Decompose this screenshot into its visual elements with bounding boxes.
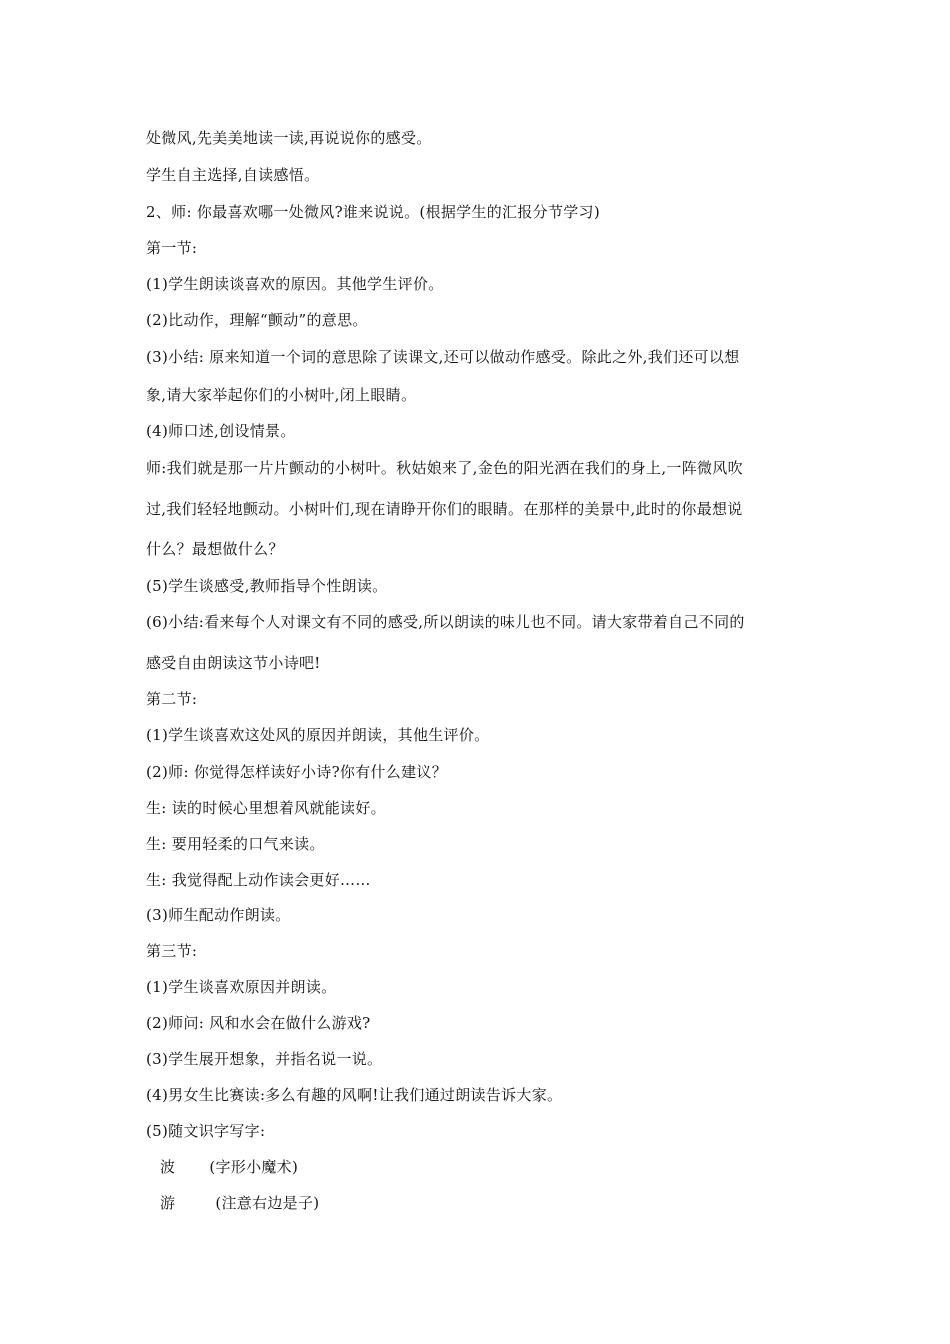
char-item xyxy=(160,1157,830,1177)
text-line: (3)学生展开想象，并指名说一说。 xyxy=(146,1050,383,1068)
text-line: (1)学生谈喜欢这处风的原因并朗读，其他生评价。 xyxy=(146,726,490,744)
text-line: 过,我们轻轻地颤动。小树叶们,现在请睁开你们的眼睛。在那样的美景中,此时的你最想说 xyxy=(146,500,743,518)
text-line: 生: 要用轻柔的口气来读。 xyxy=(146,835,325,853)
text-line: (2)师问: 风和水会在做什么游戏? xyxy=(146,1014,371,1032)
text-line: 象,请大家举起你们的小树叶,闭上眼睛。 xyxy=(146,386,417,404)
text-line: (5)随文识字写字: xyxy=(146,1122,266,1140)
char-text: 波 xyxy=(160,1158,176,1176)
section-heading: 第二节: xyxy=(146,690,198,708)
text-line: 处微风,先美美地读一读,再说说你的感受。 xyxy=(146,129,432,147)
text-line: 学生自主选择,自读感悟。 xyxy=(146,166,320,184)
text-line: (5)学生谈感受,教师指导个性朗读。 xyxy=(146,577,388,595)
text-line: (6)小结:看来每个人对课文有不同的感受,所以朗读的味儿也不同。请大家带着自己不同的 xyxy=(146,613,745,631)
text-line: (3)师生配动作朗读。 xyxy=(146,906,291,924)
text-line: (4)男女生比赛读:多么有趣的风啊!让我们通过朗读告诉大家。 xyxy=(146,1086,563,1104)
text-line: (1)学生朗读谈喜欢的原因。其他学生评价。 xyxy=(146,275,444,293)
text-line: 2、师: 你最喜欢哪一处微风?谁来说说。(根据学生的汇报分节学习) xyxy=(146,203,601,221)
text-line: (2)师: 你觉得怎样读好小诗?你有什么建议？ xyxy=(146,763,448,781)
section-heading: 第三节: xyxy=(146,942,198,960)
text-line: 感受自由朗读这节小诗吧! xyxy=(146,654,321,672)
char-item xyxy=(160,1193,830,1213)
text-line: 师:我们就是那一片片颤动的小树叶。秋姑娘来了,金色的阳光洒在我们的身上,一阵微风吹 xyxy=(146,459,743,477)
section-heading: 第一节: xyxy=(146,239,198,257)
text-line: (1)学生谈喜欢原因并朗读。 xyxy=(146,978,337,996)
text-line: 生: 我觉得配上动作读会更好…… xyxy=(146,871,371,889)
text-line: (2)比动作，理解“颤动”的意思。 xyxy=(146,311,368,329)
text-line: 生: 读的时候心里想着风就能读好。 xyxy=(146,799,386,817)
char-note: (注意右边是子) xyxy=(215,1194,320,1212)
text-line: 什么？最想做什么？ xyxy=(146,540,284,558)
char-text: 游 xyxy=(160,1194,176,1212)
char-note: (字形小魔术) xyxy=(209,1158,299,1176)
text-line: (4)师口述,创设情景。 xyxy=(146,422,296,440)
text-line: (3)小结: 原来知道一个词的意思除了读课文,还可以做动作感受。除此之外,我们还可以想 xyxy=(146,348,740,366)
